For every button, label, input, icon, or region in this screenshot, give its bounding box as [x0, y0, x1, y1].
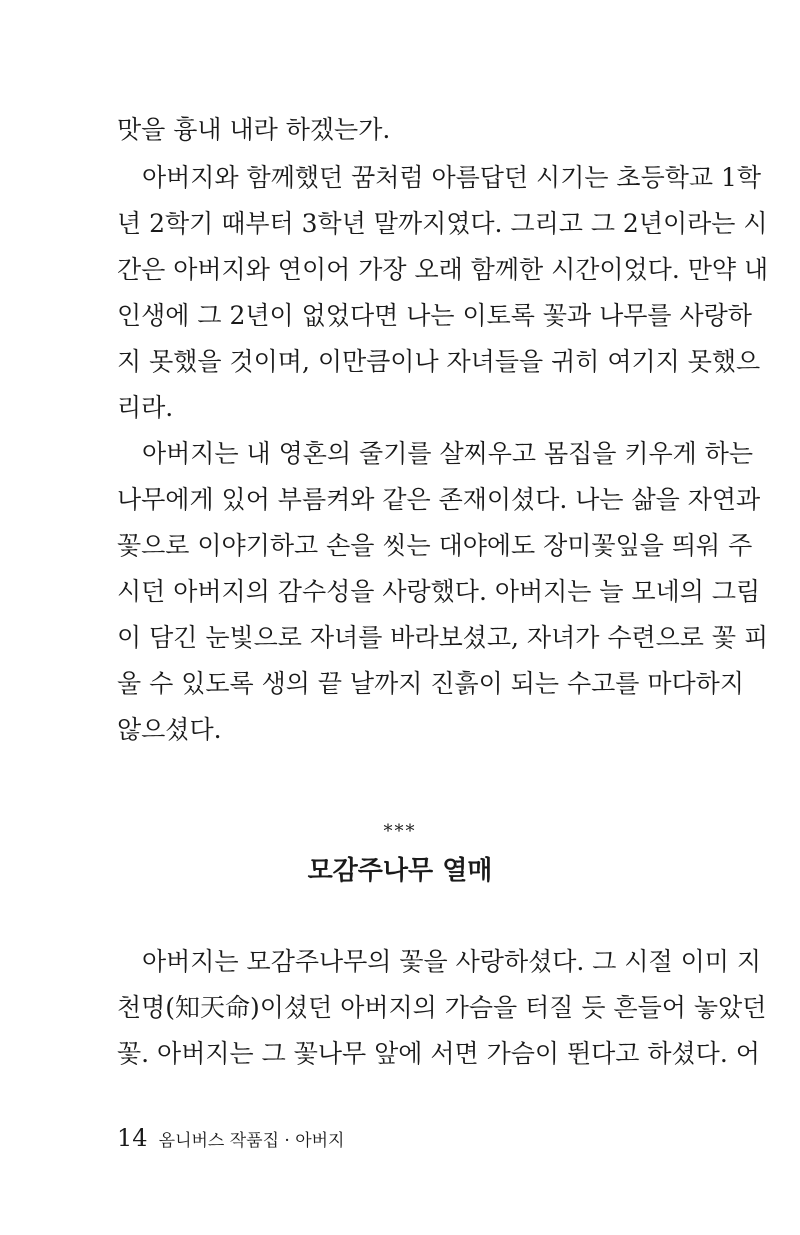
- text-line: 천명(知天命)이셨던 아버지의 가슴을 터질 듯 흔들어 놓았던: [117, 993, 767, 1022]
- text-line: 나무에게 있어 부름켜와 같은 존재이셨다. 나는 삶을 자연과: [117, 485, 761, 514]
- text-line: 아버지는 모감주나무의 꽃을 사랑하셨다. 그 시절 이미 지: [142, 947, 762, 976]
- text-line: 인생에 그 2년이 없었다면 나는 이토록 꽃과 나무를 사랑하: [117, 301, 752, 330]
- text-line: 맛을 흉내 내라 하겠는가.: [117, 115, 391, 144]
- page-number: 14: [117, 1124, 148, 1152]
- text-line: 꽃. 아버지는 그 꽃나무 앞에 서면 가슴이 뛴다고 하셨다. 어: [117, 1039, 760, 1068]
- text-line: 않으셨다.: [117, 715, 222, 744]
- text-line: 아버지는 내 영혼의 줄기를 살찌우고 몸집을 키우게 하는: [142, 439, 754, 468]
- text-line: 이 담긴 눈빛으로 자녀를 바라보셨고, 자녀가 수련으로 꽃 피: [117, 623, 769, 652]
- text-line: 시던 아버지의 감수성을 사랑했다. 아버지는 늘 모네의 그림: [117, 577, 761, 606]
- text-line: 년 2학기 때부터 3학년 말까지였다. 그리고 그 2년이라는 시: [117, 209, 768, 238]
- text-line: 아버지와 함께했던 꿈처럼 아름답던 시기는 초등학교 1학: [142, 163, 762, 192]
- page-footer: [117, 1118, 344, 1161]
- section-ornament: ***: [383, 821, 417, 842]
- text-line: 간은 아버지와 연이어 가장 오래 함께한 시간이었다. 만약 내: [117, 255, 769, 284]
- text-line: 리라.: [117, 393, 174, 422]
- text-line: 꽃으로 이야기하고 손을 씻는 대야에도 장미꽃잎을 띄워 주: [117, 531, 753, 560]
- text-line: 지 못했을 것이며, 이만큼이나 자녀들을 귀히 여기지 못했으: [117, 347, 761, 376]
- section-title: 모감주나무 열매: [307, 856, 493, 886]
- text-line: 울 수 있도록 생의 끝 날까지 진흙이 되는 수고를 마다하지: [117, 669, 744, 698]
- running-title: 옴니버스 작품집 · 아버지: [158, 1131, 345, 1151]
